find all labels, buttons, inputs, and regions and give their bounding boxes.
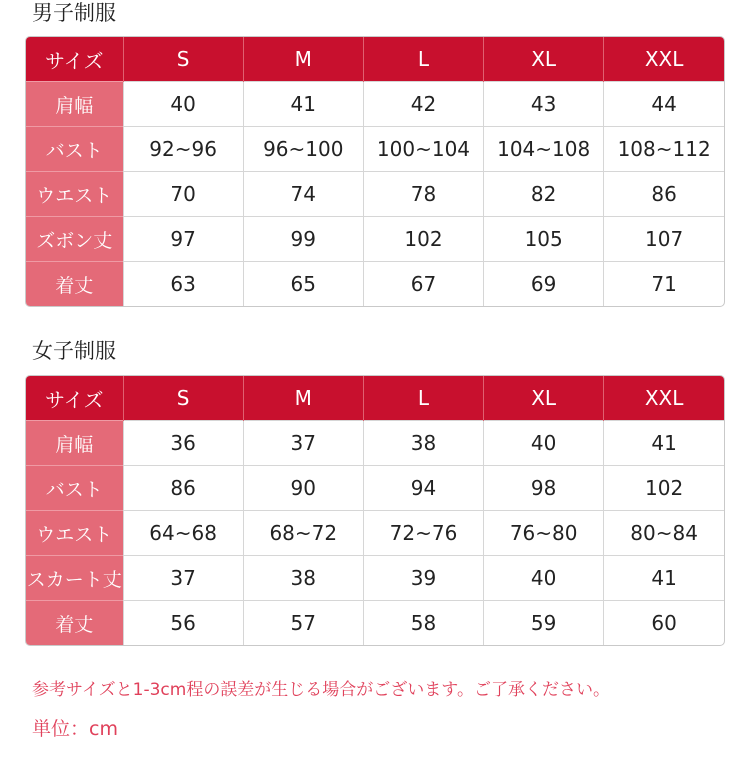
size-m-header: M — [243, 376, 363, 421]
table-cell: 94 — [363, 466, 483, 511]
row-label: ウエスト — [26, 172, 123, 217]
table-cell: 96~100 — [243, 127, 363, 172]
table-cell: 38 — [363, 421, 483, 466]
table-cell: 42 — [363, 82, 483, 127]
table-cell: 64~68 — [123, 511, 243, 556]
table-cell: 36 — [123, 421, 243, 466]
table-cell: 104~108 — [484, 127, 604, 172]
table-cell: 57 — [243, 601, 363, 646]
table-cell: 69 — [484, 262, 604, 307]
table-cell: 58 — [363, 601, 483, 646]
table-row — [26, 82, 724, 127]
table-cell: 82 — [484, 172, 604, 217]
table-cell: 43 — [484, 82, 604, 127]
table-cell: 67 — [363, 262, 483, 307]
size-l-header: L — [363, 37, 483, 82]
row-label: スカート丈 — [26, 556, 123, 601]
row-label: バスト — [26, 127, 123, 172]
table-cell: 97 — [123, 217, 243, 262]
table-cell: 102 — [604, 466, 724, 511]
size-xl-header: XL — [484, 376, 604, 421]
table-cell: 41 — [243, 82, 363, 127]
table-cell: 98 — [484, 466, 604, 511]
table-cell: 80~84 — [604, 511, 724, 556]
table-header-row — [26, 37, 724, 82]
table-cell: 78 — [363, 172, 483, 217]
table-cell: 59 — [484, 601, 604, 646]
table-cell: 41 — [604, 556, 724, 601]
table-cell: 86 — [604, 172, 724, 217]
table-row — [26, 511, 724, 556]
table-cell: 86 — [123, 466, 243, 511]
table-cell: 41 — [604, 421, 724, 466]
table-cell: 71 — [604, 262, 724, 307]
table-row — [26, 601, 724, 646]
table-cell: 105 — [484, 217, 604, 262]
table-cell: 92~96 — [123, 127, 243, 172]
table-cell: 70 — [123, 172, 243, 217]
table-row — [26, 466, 724, 511]
table-cell: 39 — [363, 556, 483, 601]
row-label: ウエスト — [26, 511, 123, 556]
table-cell: 38 — [243, 556, 363, 601]
table-cell: 108~112 — [604, 127, 724, 172]
size-s-header: S — [123, 376, 243, 421]
size-xxl-header: XXL — [604, 37, 724, 82]
table-cell: 72~76 — [363, 511, 483, 556]
unit-label: 単位：cm — [32, 718, 118, 740]
table-cell: 107 — [604, 217, 724, 262]
mens-uniform-title: 男子制服 — [32, 1, 116, 25]
size-header-label: サイズ — [26, 37, 123, 82]
table-cell: 40 — [484, 421, 604, 466]
table-cell: 68~72 — [243, 511, 363, 556]
table-cell: 65 — [243, 262, 363, 307]
table-cell: 100~104 — [363, 127, 483, 172]
table-cell: 44 — [604, 82, 724, 127]
row-label: バスト — [26, 466, 123, 511]
table-row — [26, 172, 724, 217]
table-cell: 37 — [123, 556, 243, 601]
womens-uniform-title: 女子制服 — [32, 339, 116, 363]
size-xl-header: XL — [484, 37, 604, 82]
table-row — [26, 262, 724, 307]
table-header-row — [26, 376, 724, 421]
size-s-header: S — [123, 37, 243, 82]
table-cell: 76~80 — [484, 511, 604, 556]
table-row — [26, 127, 724, 172]
row-label: 肩幅 — [26, 82, 123, 127]
row-label: 着丈 — [26, 262, 123, 307]
table-cell: 60 — [604, 601, 724, 646]
row-label: 着丈 — [26, 601, 123, 646]
size-m-header: M — [243, 37, 363, 82]
table-cell: 40 — [123, 82, 243, 127]
size-xxl-header: XXL — [604, 376, 724, 421]
table-cell: 37 — [243, 421, 363, 466]
size-header-label: サイズ — [26, 376, 123, 421]
table-cell: 99 — [243, 217, 363, 262]
table-cell: 56 — [123, 601, 243, 646]
table-cell: 63 — [123, 262, 243, 307]
row-label: ズボン丈 — [26, 217, 123, 262]
table-cell: 74 — [243, 172, 363, 217]
mens-size-table — [26, 37, 724, 306]
table-cell: 40 — [484, 556, 604, 601]
table-row — [26, 556, 724, 601]
size-l-header: L — [363, 376, 483, 421]
womens-size-table — [26, 376, 724, 645]
table-row — [26, 421, 724, 466]
table-cell: 102 — [363, 217, 483, 262]
row-label: 肩幅 — [26, 421, 123, 466]
table-cell: 90 — [243, 466, 363, 511]
table-row — [26, 217, 724, 262]
size-disclaimer-note: 参考サイズと1-3cm程の誤差が生じる場合がございます。ご了承ください。 — [32, 680, 610, 700]
